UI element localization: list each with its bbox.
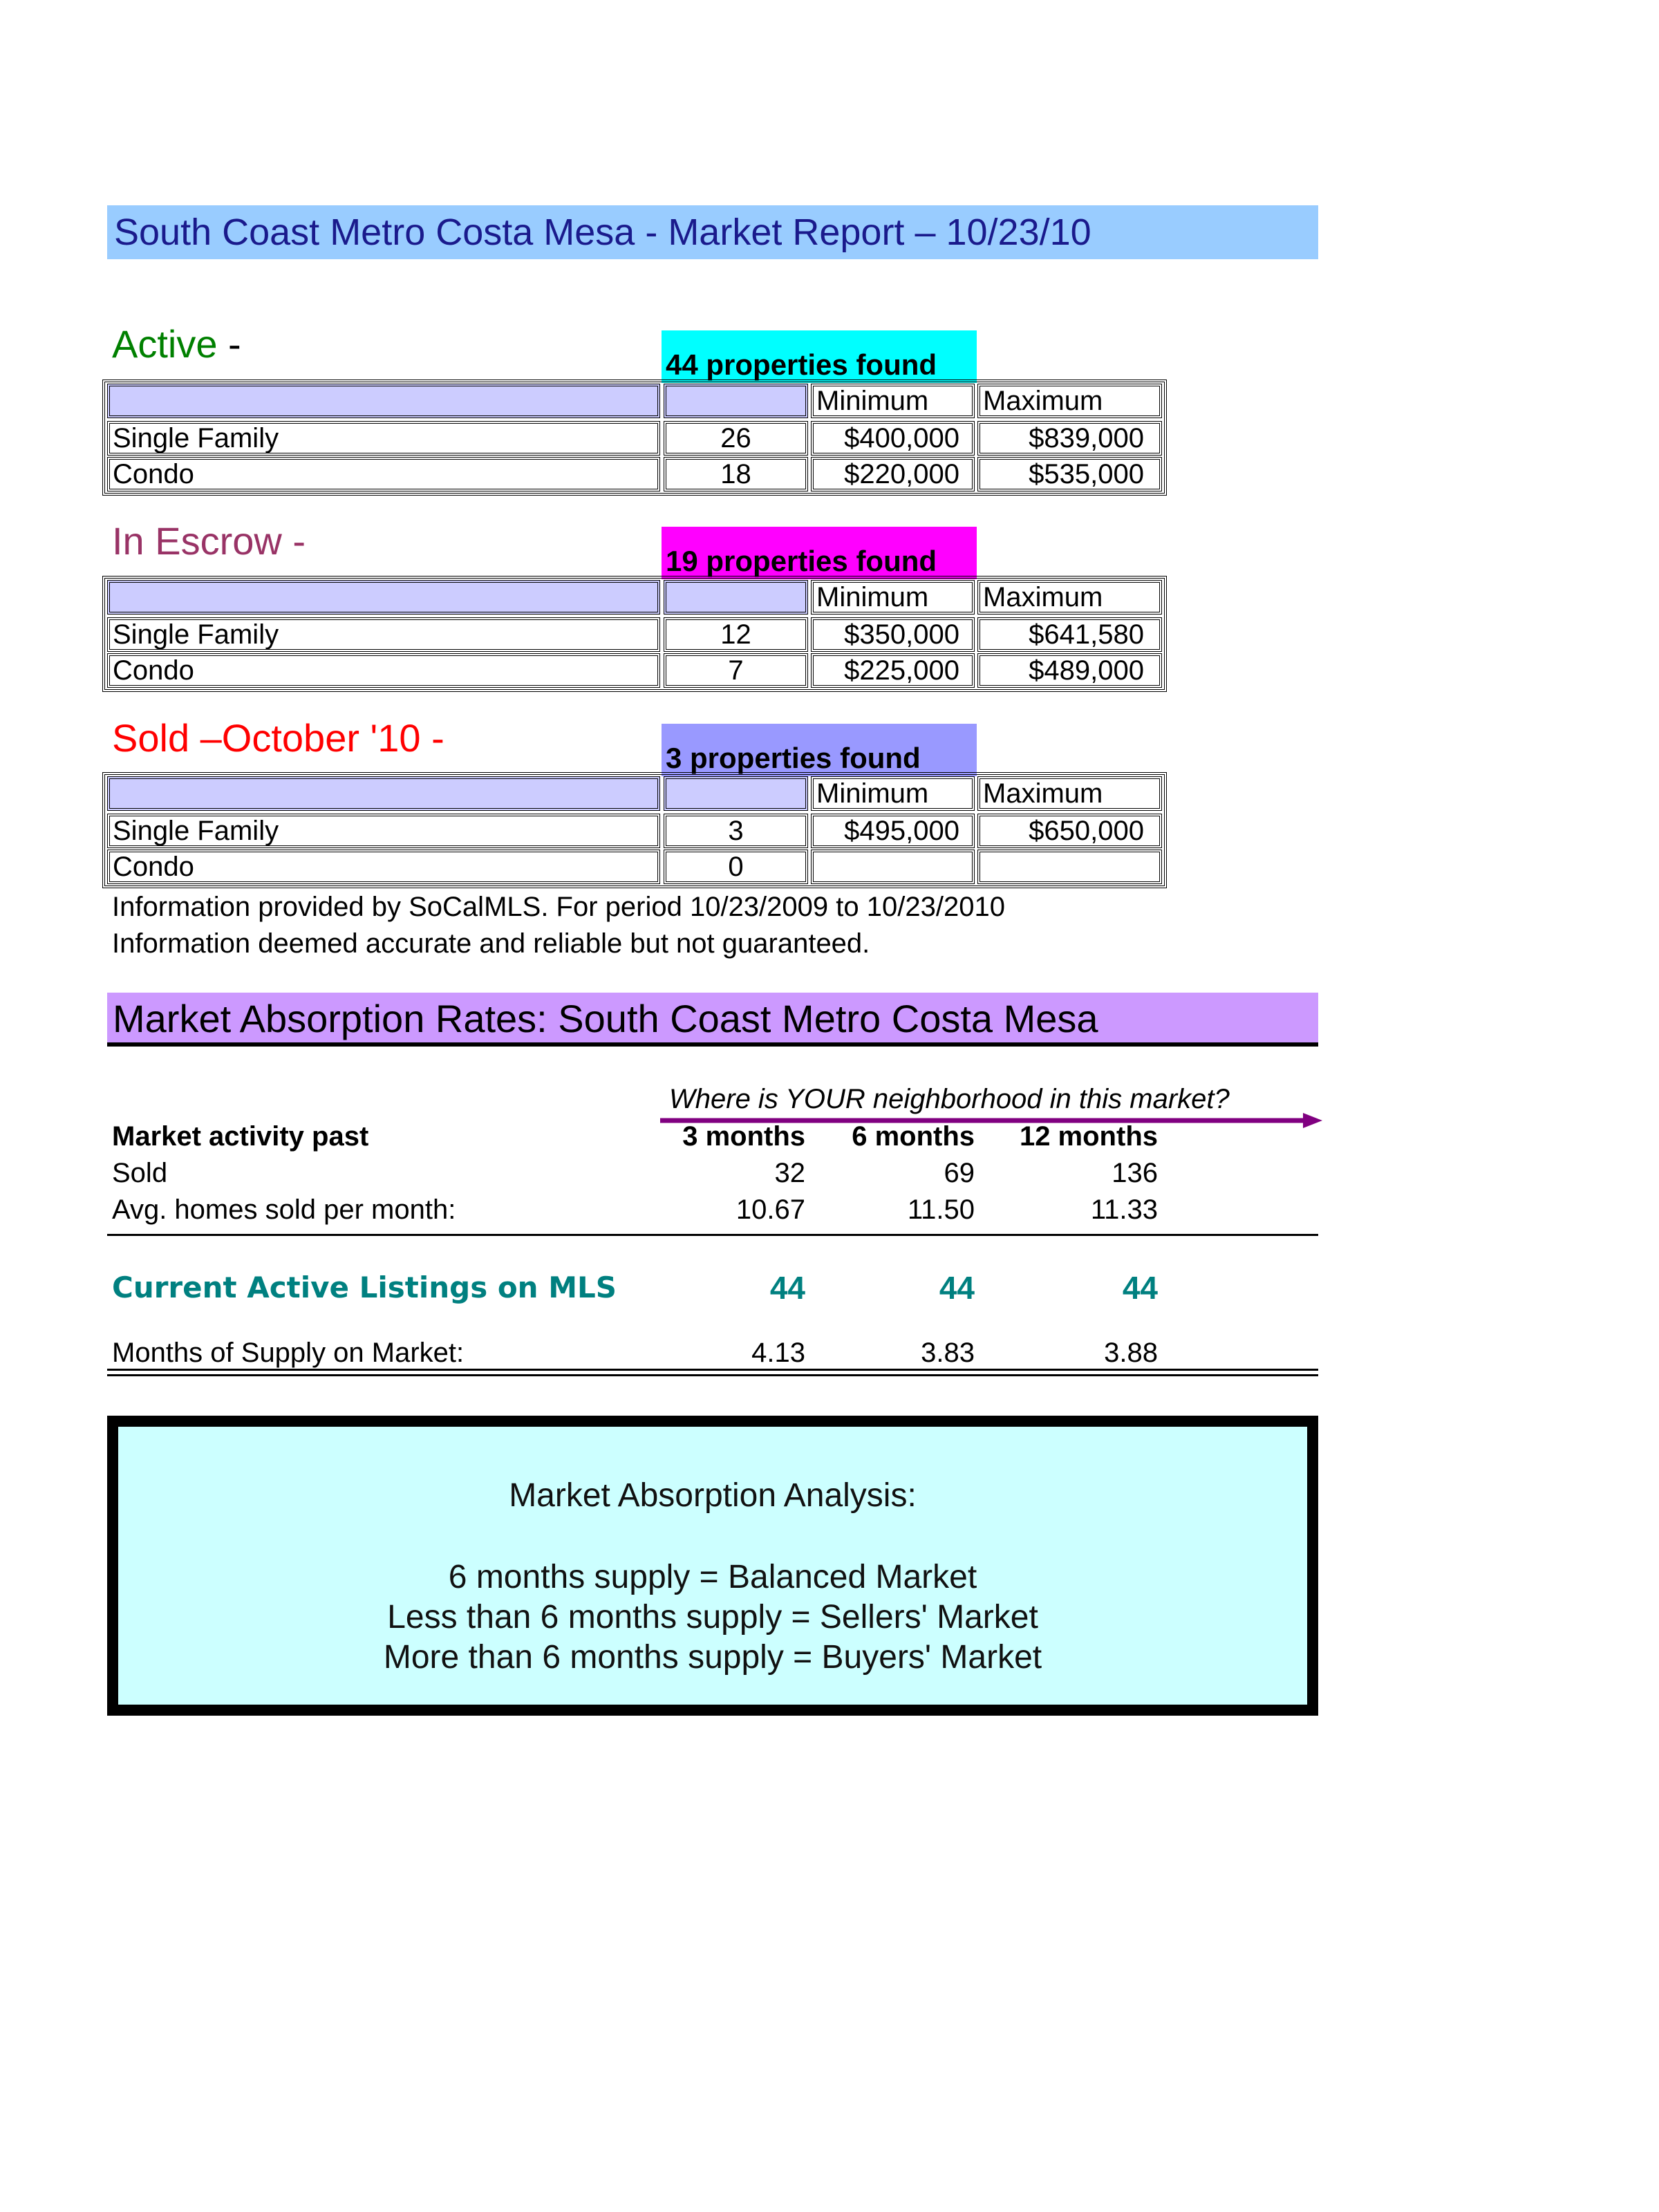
sold-label: Sold [112, 1158, 168, 1188]
escrow-heading: In Escrow - [112, 519, 306, 563]
active-row-label: Single Family [107, 421, 660, 456]
active-found-badge: 44 properties found [662, 330, 977, 383]
active-listings-value: 44 [769, 1270, 805, 1306]
sold-row-min: $495,000 [811, 814, 975, 848]
months-supply-label: Months of Supply on Market: [112, 1338, 465, 1368]
market-activity-label: Market activity past [112, 1121, 369, 1152]
active-row-label: Condo [107, 457, 660, 491]
escrow-row-label: Single Family [107, 617, 660, 652]
escrow-col-minimum: Minimum [811, 580, 975, 615]
avg-sold-label: Avg. homes sold per month: [112, 1194, 456, 1225]
active-row-min: $220,000 [811, 457, 975, 491]
escrow-row-count: 7 [664, 653, 808, 688]
escrow-row-label: Condo [107, 653, 660, 688]
analysis-box [107, 1416, 1318, 1716]
active-row-max: $839,000 [977, 421, 1162, 456]
analysis-line: More than 6 months supply = Buyers' Market [383, 1639, 1042, 1676]
active-heading [112, 321, 241, 366]
neighborhood-prompt: Where is YOUR neighborhood in this market? [669, 1084, 1230, 1114]
sold-row-min [811, 850, 975, 884]
absorption-title: Market Absorption Rates: South Coast Metro Costa Mesa [107, 993, 1318, 1044]
analysis-line: Less than 6 months supply = Sellers' Market [387, 1599, 1038, 1635]
active-header-count [664, 384, 808, 418]
sold-col-maximum: Maximum [977, 776, 1162, 811]
months-supply-value: 3.88 [1104, 1338, 1158, 1368]
sold-value: 136 [1112, 1158, 1158, 1188]
escrow-found-badge: 19 properties found [662, 527, 977, 579]
divider [107, 1374, 1318, 1376]
escrow-row-min: $225,000 [811, 653, 975, 688]
sold-row-label: Single Family [107, 814, 660, 848]
avg-sold-value: 11.33 [1090, 1194, 1158, 1225]
divider [107, 1369, 1318, 1371]
avg-sold-value: 11.50 [907, 1194, 975, 1225]
active-header-label [107, 384, 660, 418]
active-col-maximum: Maximum [977, 384, 1162, 418]
period-header: 6 months [852, 1121, 975, 1152]
escrow-row-max: $641,580 [977, 617, 1162, 652]
sold-header-label [107, 776, 660, 811]
analysis-title: Market Absorption Analysis: [509, 1477, 917, 1514]
months-supply-value: 3.83 [921, 1338, 975, 1368]
active-row-min: $400,000 [811, 421, 975, 456]
escrow-header-count [664, 580, 808, 615]
sold-row-count: 3 [664, 814, 808, 848]
sold-row-max [977, 850, 1162, 884]
active-row-count: 26 [664, 421, 808, 456]
sold-row-label: Condo [107, 850, 660, 884]
months-supply-value: 4.13 [751, 1338, 805, 1368]
active-listings-label: Current Active Listings on MLS [112, 1271, 617, 1304]
sold-header-count [664, 776, 808, 811]
period-header: 3 months [682, 1121, 805, 1152]
escrow-row-count: 12 [664, 617, 808, 652]
period-header: 12 months [1019, 1121, 1158, 1152]
active-row-max: $535,000 [977, 457, 1162, 491]
sold-value: 69 [944, 1158, 975, 1188]
avg-sold-value: 10.67 [735, 1194, 805, 1225]
sold-value: 32 [774, 1158, 805, 1188]
source-note: Information provided by SoCalMLS. For period 10/23/2009 to 10/23/2010 [112, 892, 1005, 922]
escrow-row-max: $489,000 [977, 653, 1162, 688]
active-row-count: 18 [664, 457, 808, 491]
escrow-header-label [107, 580, 660, 615]
active-listings-value: 44 [1122, 1270, 1158, 1306]
disclaimer-note: Information deemed accurate and reliable but not guaranteed. [112, 928, 870, 959]
active-listings-value: 44 [939, 1270, 975, 1306]
absorption-title-rule [107, 1042, 1318, 1047]
escrow-row-min: $350,000 [811, 617, 975, 652]
escrow-col-maximum: Maximum [977, 580, 1162, 615]
analysis-line: 6 months supply = Balanced Market [448, 1559, 977, 1595]
active-heading-dash: - [217, 322, 241, 366]
sold-found-badge: 3 properties found [662, 724, 977, 776]
sold-col-minimum: Minimum [811, 776, 975, 811]
active-heading-label: Active [112, 322, 218, 366]
sold-row-max: $650,000 [977, 814, 1162, 848]
divider [107, 1234, 1318, 1236]
active-col-minimum: Minimum [811, 384, 975, 418]
sold-heading: Sold –October '10 - [112, 716, 444, 760]
sold-row-count: 0 [664, 850, 808, 884]
page-title: South Coast Metro Costa Mesa - Market Report – 10/23/10 [107, 205, 1318, 259]
